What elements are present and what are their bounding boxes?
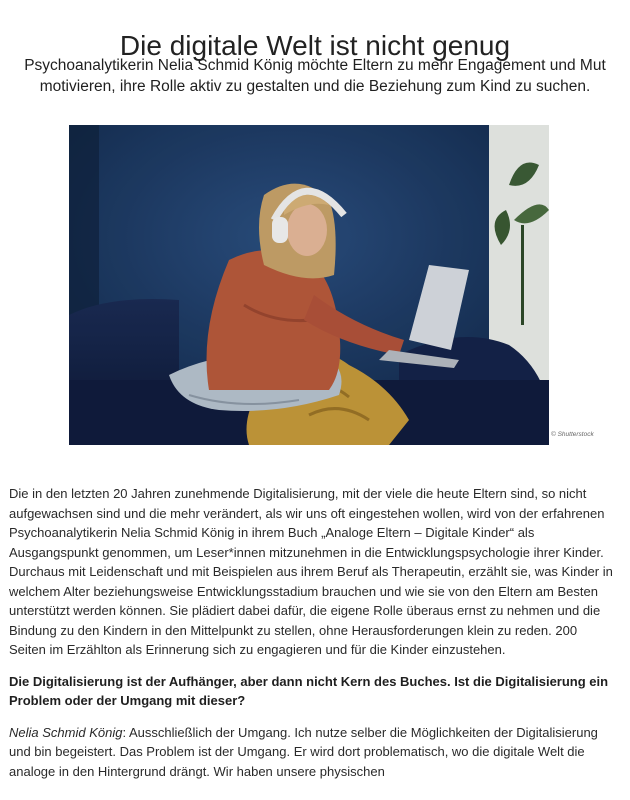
hero-photo-illustration [69,125,549,445]
article-body [9,484,617,793]
answer-text: : Ausschließlich der Umgang. Ich nutze selber die Möglichkeiten der Digitalisierung und bin begeistert. Das Problem ist der Umgang. Er wird dort problematisch, wo die digitale Welt die analoge in den Hintergrund drängt. Wir haben unsere physischen [9,724,598,779]
image-credit: © Shutterstock [551,431,594,438]
article-hero-image [69,125,549,445]
article-lead: Psychoanalytikerin Nelia Schmid König möchte Eltern zu mehr Engagement und Mut motivieren, ihre Rolle aktiv zu gestalten und die Beziehung zum Kind zu suchen. [24,57,606,95]
answer-speaker: Nelia Schmid König [9,724,123,740]
interview-answer [9,723,617,782]
article-intro-paragraph: Die in den letzten 20 Jahren zunehmende Digitalisierung, mit der viele die heute Eltern sind, so nicht aufgewachsen sind und die mehr verändert, als wir uns oft eingestehen wollen, wird von der erfahrenen Psychoanalytikerin Nelia Schmid König in ihrem Buch „Analoge Eltern – Digitale Kinder“ als Ausgangspunkt genommen, um Leser*innen mitzunehmen in die Entwicklungspsychologie ihrer Kinder. Durchaus mit Leidenschaft und mit Beispielen aus ihrem Beruf als Therapeutin, erzählt sie, was Kinder in welchem Alter beziehungsweise Entwicklungsstadium brauchen und wie sie von den Eltern am Besten unterstützt werden können. Sie plädiert dabei dafür, die eigene Rolle überaus ernst zu nehmen und die Bindung zu den Kindern in den Mittelpunkt zu stellen, ohne Herausforderungen klein zu reden. 200 Seiten im Erzählton als Erinnerung sich zu engagieren und für die Kinder einzustehen. [9,486,613,657]
interview-question: Die Digitalisierung ist der Aufhänger, aber dann nicht Kern des Buches. Ist die Digitalisierung ein Problem oder der Umgang mit dieser? [9,673,609,708]
article-title: Die digitale Welt ist nicht genug [119,29,511,61]
